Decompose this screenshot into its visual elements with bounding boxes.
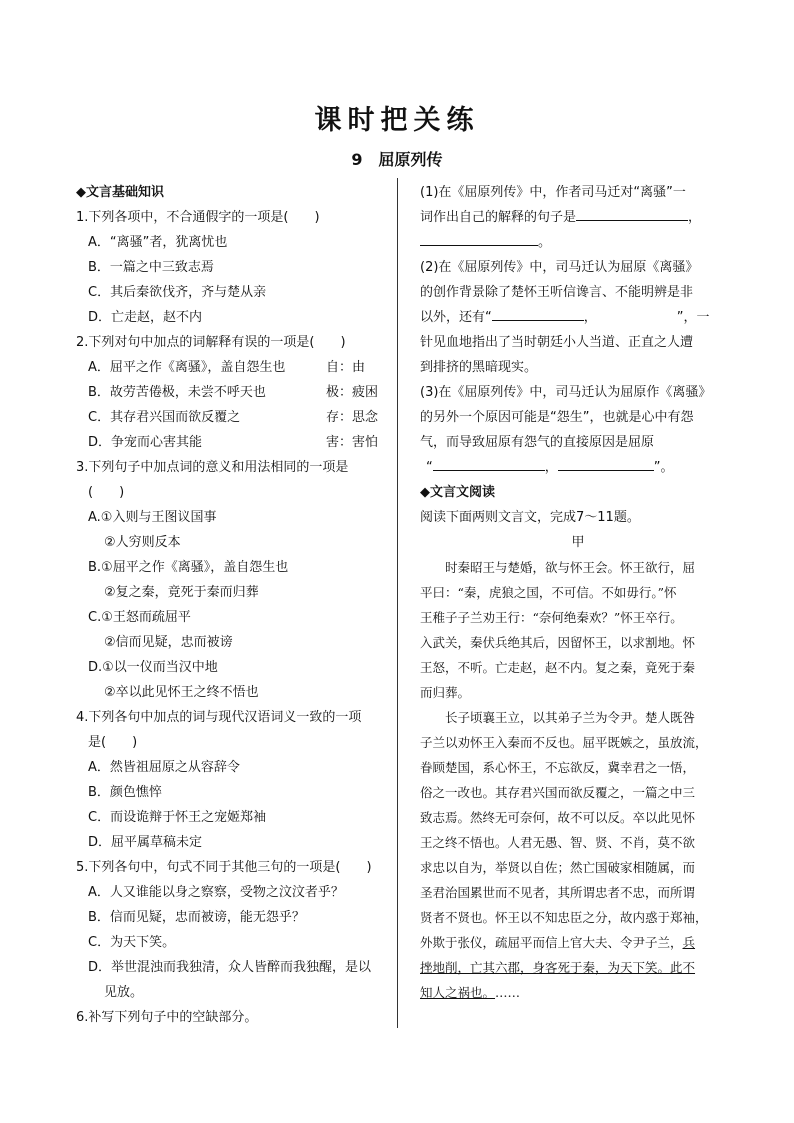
q3-option-d2: ②卒以此见怀王之终不悟也	[104, 685, 259, 700]
q1-option-c: C．其后秦欲伐齐，齐与楚从亲	[88, 285, 267, 300]
q3-option-a2: ②人穷则反本	[104, 535, 181, 550]
passage-line: 眷顾楚国，系心怀王，不忘欲反，冀幸君之一悟，	[420, 760, 696, 775]
q3-stem-cont: ( )	[88, 485, 125, 500]
q5-option-a: A．人又谁能以身之察察，受物之汶汶者乎？	[88, 885, 344, 900]
passage-line	[420, 980, 736, 1005]
right-column	[420, 180, 736, 1005]
q2-option-b-gloss: 极：疲困	[326, 385, 379, 400]
q4-option-b: B．颜色憔悴	[88, 785, 162, 800]
q2-option-d	[76, 430, 392, 455]
passage-line: 贤者不贤也。怀王以不知忠臣之分，故内惑于郑袖，	[420, 910, 708, 925]
q6-part3-comma: ，	[544, 460, 558, 475]
passage-line: 致志焉。然终无可奈何，故不可以反。卒以此见怀	[420, 810, 696, 825]
passage-paragraph-2	[420, 705, 736, 1005]
passage-line: 时秦昭王与楚婚，欲与怀王会。怀王欲行，屈	[420, 560, 696, 575]
q2-option-d-gloss: 害：害怕	[326, 435, 379, 450]
blank-1[interactable]	[576, 205, 688, 221]
q1-option-b: B．一篇之中三致志焉	[88, 260, 214, 275]
underlined-sentence: 挫地削，亡其六郡，身客死于秦，为天下笑。此不	[420, 960, 696, 975]
q5-option-d-cont: 见放。	[104, 985, 144, 1000]
q5-stem: 5.下列各句中，句式不同于其他三句的一项是( )	[76, 860, 372, 875]
passage-line: 圣君治国累世而不见者，其所谓忠者不忠，而所谓	[420, 885, 696, 900]
q1-option-d: D．亡走赵，赵不内	[88, 310, 203, 325]
column-divider	[397, 178, 398, 1028]
q3-option-b2: ②复之秦，竟死于秦而归葬	[104, 585, 259, 600]
q2-option-c-gloss: 存：思念	[326, 410, 379, 425]
q3-option-c2: ②信而见疑，忠而被谤	[104, 635, 233, 650]
q6-part1-line1: (1)在《屈原列传》中，作者司马迁对“离骚”一	[420, 185, 686, 200]
section-heading-reading: ◆文言文阅读	[420, 485, 495, 500]
passage-line: 求忠以自为，举贤以自佐；然亡国破家相随属，而	[420, 860, 696, 875]
q6-part2-line4: 针见血地指出了当时朝廷小人当道、正直之人遭	[420, 335, 694, 350]
passage-line-text: 外欺于张仪，疏屈平而信上官大夫、令尹子兰，	[420, 935, 683, 950]
q6-part2-line1: (2)在《屈原列传》中，司马迁认为屈原《离骚》	[420, 260, 699, 275]
section-heading-basics: ◆文言基础知识	[76, 185, 164, 200]
q5-option-d: D．举世混浊而我独清，众人皆醉而我独醒，是以	[88, 960, 372, 975]
q4-stem-cont: 是( )	[88, 735, 138, 750]
q6-part2-line5: 到排挤的黑暗现实。	[420, 360, 538, 375]
q6-part1-line2	[420, 205, 736, 230]
passage-line: 长子顷襄王立，以其弟子兰为令尹。楚人既咎	[420, 710, 696, 725]
passage-line: 而归葬。	[420, 685, 471, 700]
passage-line: 王稚子子兰劝王行：“奈何绝秦欢？”怀王卒行。	[420, 610, 683, 625]
q6-part1-comma: ，	[688, 210, 702, 225]
q2-option-a-gloss: 自：由	[326, 360, 366, 375]
passage-line: 俗之一改也。其存君兴国而欲反覆之，一篇之中三	[420, 785, 696, 800]
passage-line: 王之终不悟也。人君无愚、智、贤、不肖，莫不欲	[420, 835, 696, 850]
q2-option-d-text: D．争宠而心害其能	[88, 435, 203, 450]
reading-intro: 阅读下面两则文言文，完成7～11题。	[420, 510, 640, 525]
q6-part2-line2: 的创作背景除了楚怀王听信谗言、不能明辨是非	[420, 285, 694, 300]
q3-option-c1: C.①王怒而疏屈平	[88, 610, 191, 625]
q6-part2-quote-end: ”，一	[676, 310, 710, 325]
blank-6[interactable]	[558, 455, 654, 471]
q1-option-a: A．“离骚”者，犹离忧也	[88, 235, 228, 250]
q6-part1-period: 。	[538, 235, 552, 250]
q6-part3-line1: (3)在《屈原列传》中，司马迁认为屈原作《离骚》	[420, 385, 712, 400]
passage-paragraph-1	[420, 555, 736, 705]
q2-option-b-text: B．故劳苦倦极，未尝不呼天也	[88, 385, 266, 400]
passage-line: 入武关，秦伏兵绝其后，因留怀王，以求割地。怀	[420, 635, 696, 650]
q6-part3-line3: 气，而导致屈原有怨气的直接原因是屈原	[420, 435, 655, 450]
q3-option-a1: A.①入则与王图议国事	[88, 510, 217, 525]
q2-option-a	[76, 355, 392, 380]
q6-part2-line3-text: 以外，还有“	[420, 310, 492, 325]
q6-stem: 6.补写下列句子中的空缺部分。	[76, 1010, 258, 1025]
page-title: 课时把关练	[314, 105, 480, 136]
blank-2[interactable]	[420, 230, 538, 246]
q2-option-c-text: C．其存君兴国而欲反覆之	[88, 410, 241, 425]
q6-part1-line2-text: 词作出自己的解释的句子是	[420, 210, 577, 225]
q4-stem: 4.下列各句中加点的词与现代汉语词义一致的一项	[76, 710, 362, 725]
q3-stem: 3.下列句子中加点词的意义和用法相同的一项是	[76, 460, 349, 475]
underlined-sentence: 兵	[682, 935, 696, 950]
q6-part2-line3	[420, 305, 736, 330]
q6-part2-comma: ，	[583, 310, 597, 325]
q6-part3-line4	[420, 455, 736, 480]
q6-part3-quote-open: “	[426, 460, 433, 475]
q2-option-c	[76, 405, 392, 430]
q3-option-d1: D.①以一仪而当汉中地	[88, 660, 218, 675]
q2-option-b	[76, 380, 392, 405]
q6-part3-line2: 的另外一个原因可能是“怨生”，也就是心中有怨	[420, 410, 694, 425]
q6-part3-quote-close: ”。	[653, 460, 674, 475]
passage-line: 王怒，不听。亡走赵，赵不内。复之秦，竟死于秦	[420, 660, 696, 675]
q1-stem: 1.下列各项中，不合通假字的一项是( )	[76, 210, 320, 225]
q3-option-b1: B.①屈平之作《离骚》，盖自怨生也	[88, 560, 289, 575]
q5-option-c: C．为天下笑。	[88, 935, 176, 950]
left-column	[76, 180, 392, 1030]
underlined-sentence: 知人之祸也。	[420, 985, 496, 1000]
q5-option-b: B．信而见疑，忠而被谤，能无怨乎？	[88, 910, 305, 925]
passage-line	[420, 930, 736, 955]
blank-5[interactable]	[433, 455, 545, 471]
q6-part1-line3	[420, 230, 736, 255]
passage-line: 平曰：“秦，虎狼之国，不可信。不如毋行。”怀	[420, 585, 677, 600]
blank-3[interactable]	[492, 305, 584, 321]
ellipsis: ……	[495, 985, 521, 1000]
passage-line: 子兰以劝怀王入秦而不反也。屈平既嫉之，虽放流，	[420, 735, 708, 750]
q2-stem: 2.下列对句中加点的词解释有误的一项是( )	[76, 335, 346, 350]
q2-option-a-text: A．屈平之作《离骚》，盖自怨生也	[88, 360, 286, 375]
q4-option-a: A．然皆祖屈原之从容辞令	[88, 760, 240, 775]
passage-label: 甲	[571, 535, 585, 550]
q4-option-d: D．屈平属草稿未定	[88, 835, 203, 850]
q4-option-c: C．而设诡辩于怀王之宠姬郑袖	[88, 810, 267, 825]
lesson-title: 9 屈原列传	[351, 150, 443, 169]
